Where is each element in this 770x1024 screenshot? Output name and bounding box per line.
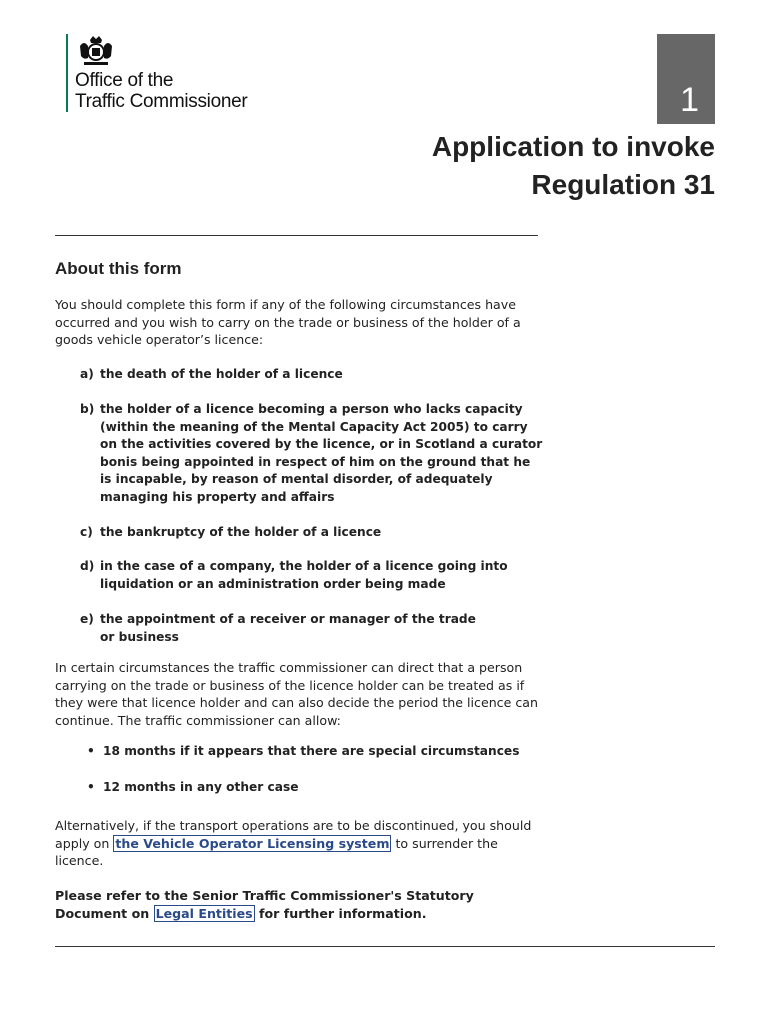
alternative-paragraph: [55, 817, 545, 870]
logo-text: [75, 70, 247, 112]
form-number: 1: [680, 81, 699, 119]
list-item-text: the death of the holder of a licence: [100, 367, 343, 381]
list-item-text: in the case of a company, the holder of a licence going into liquidation or an administration order being made: [100, 559, 508, 591]
period-bullet: • 18 months if it appears that there are special circumstances: [87, 744, 520, 758]
bottom-divider: [55, 946, 715, 947]
top-divider: [55, 235, 538, 236]
intro-paragraph: You should complete this form if any of the following circumstances have occurred and you wish to carry on the trade or business of the holder of a goods vehicle operator’s licence:: [55, 297, 521, 347]
form-number-box: [657, 34, 715, 124]
logo-rule: [66, 34, 68, 112]
period-text: 12 months in any other case: [103, 780, 299, 794]
list-item-label: e): [80, 612, 94, 626]
list-item-label: a): [80, 367, 94, 381]
list-item-label: d): [80, 559, 95, 573]
list-item-text: the appointment of a receiver or manager of the trade or business: [100, 612, 476, 644]
royal-crest-icon: [76, 34, 116, 66]
list-item: [80, 366, 545, 384]
page-title: [432, 128, 715, 204]
alternative-text-after: to surrender the licence.: [55, 835, 498, 868]
alternative-text-before: Alternatively, if the transport operations are to be discontinued, you should apply on: [55, 818, 532, 851]
vehicle-operator-licensing-link[interactable]: the Vehicle Operator Licensing system: [115, 835, 390, 851]
logo-line-2: Traffic Commissioner: [75, 91, 248, 112]
refer-text-before: Please refer to the Senior Traffic Commissioner's Statutory Document on: [55, 888, 474, 921]
list-item-text: the holder of a licence becoming a person who lacks capacity (within the meaning of the Mental Capacity Act 2005) to carry on the activities covered by the licence, or in Scotland a curator bonis being appointed in respect of him on the ground that he is incapable, by reason of mental disorder, of adequately managing his property and affairs: [100, 402, 543, 504]
period-text: 18 months if it appears that there are special circumstances: [103, 744, 520, 758]
title-line-1: Application to invoke: [431, 131, 715, 162]
list-item: [80, 558, 545, 593]
legal-entities-link[interactable]: Legal Entities: [155, 905, 253, 921]
list-item: [80, 524, 545, 542]
list-item: [80, 611, 545, 646]
list-item-label: b): [80, 402, 95, 416]
refer-text-after: for further information.: [254, 905, 427, 921]
title-line-2: Regulation 31: [531, 169, 715, 200]
direction-paragraph: In certain circumstances the traffic commissioner can direct that a person carrying on the trade or business of the licence holder can be treated as if they were that licence holder and can also decide the period the licence can continue. The traffic commissioner can allow:: [55, 660, 538, 728]
period-bullet: • 12 months in any other case: [87, 780, 299, 794]
list-item-label: c): [80, 525, 93, 539]
refer-paragraph: [55, 887, 545, 922]
section-heading: About this form: [55, 259, 182, 278]
logo-line-1: Office of the: [75, 70, 174, 91]
list-item-text: the bankruptcy of the holder of a licence: [100, 525, 382, 539]
list-item: [80, 401, 545, 506]
